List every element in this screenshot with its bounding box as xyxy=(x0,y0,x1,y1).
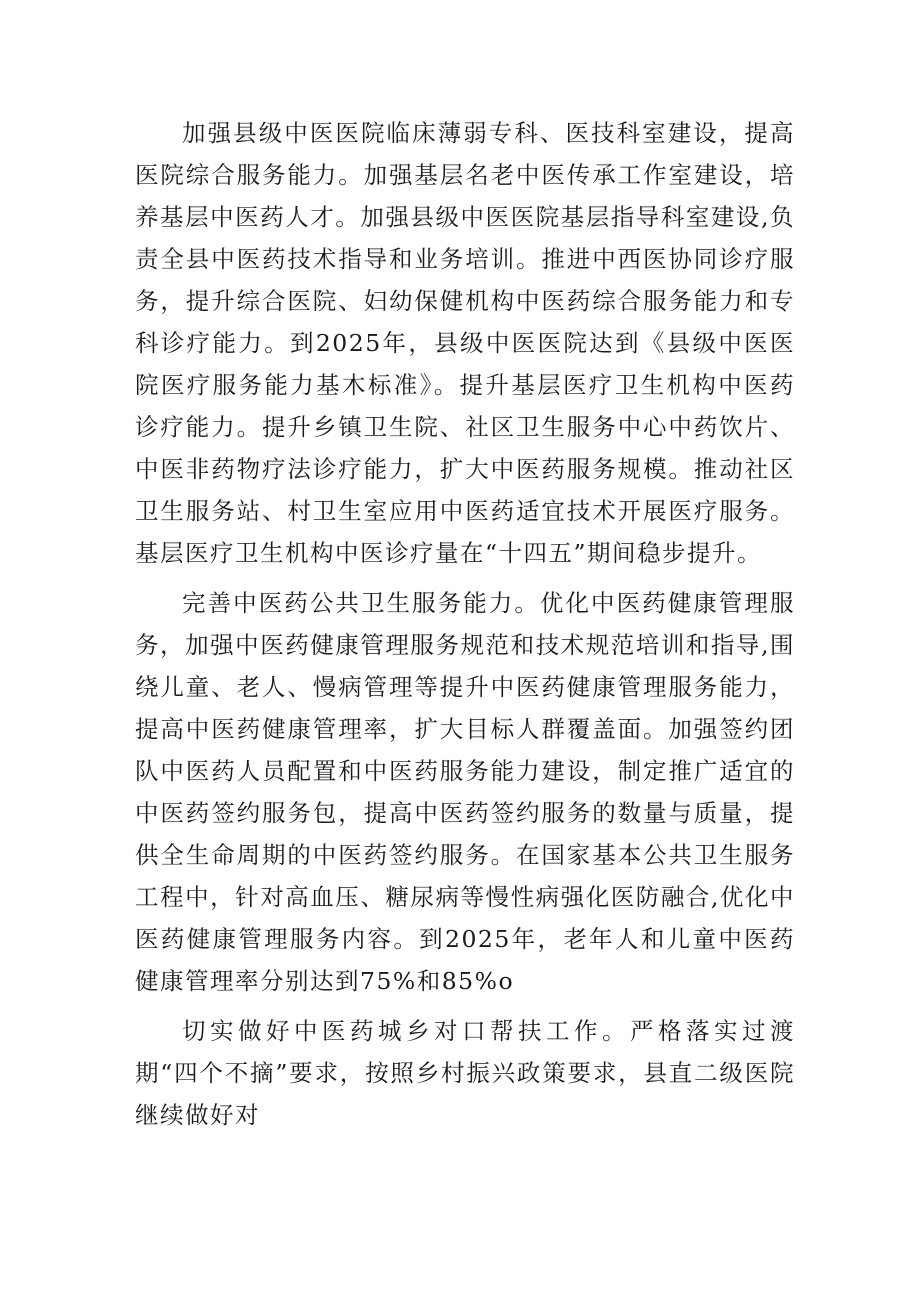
paragraph-urban-rural-assistance: 切实做好中医药城乡对口帮扶工作。严格落实过渡期“四个不摘”要求，按照乡村振兴政策要求，县直二级医院继续做好对 xyxy=(135,1017,795,1129)
paragraph-county-tcm-hospital: 加强县级中医医院临床薄弱专科、医技科室建设，提高医院综合服务能力。加强基层名老中医传承工作室建设，培养基层中医药人才。加强县级中医医院基层指导科室建设,负责全县中医药技术指导和业务培训。推进中西医协同诊疗服务，提升综合医院、妇幼保健机构中医药综合服务能力和专科诊疗能力。到2025年，县级中医医院达到《县级中医医院医疗服务能力基木标准》。提升基层医疗卫生机构中医药诊疗能力。提升乡镇卫生院、社区卫生服务中心中药饮片、中医非药物疗法诊疗能力，扩大中医药服务规模。推动社区卫生服务站、村卫生室应用中医药适宜技术开展医疗服务。基层医疗卫生机构中医诊疗量在“十四五”期间稳步提升。 xyxy=(135,119,795,567)
paragraph-public-health-services: 完善中医药公共卫生服务能力。优化中医药健康管理服务，加强中医药健康管理服务规范和技术规范培训和指导,围绕儿童、老人、慢病管理等提升中医药健康管理服务能力，提高中医药健康管理率，扩大目标人群覆盖面。加强签约团队中医药人员配置和中医药服务能力建设，制定推广适宜的中医药签约服务包，提高中医药签约服务的数量与质量，提供全生命周期的中医药签约服务。在国家基本公共卫生服务工程中，针对高血压、糖尿病等慢性病强化医防融合,优化中医药健康管理服务内容。到2025年，老年人和儿童中医药健康管理率分别达到75%和85%o xyxy=(135,589,795,995)
document-body xyxy=(135,112,795,1144)
